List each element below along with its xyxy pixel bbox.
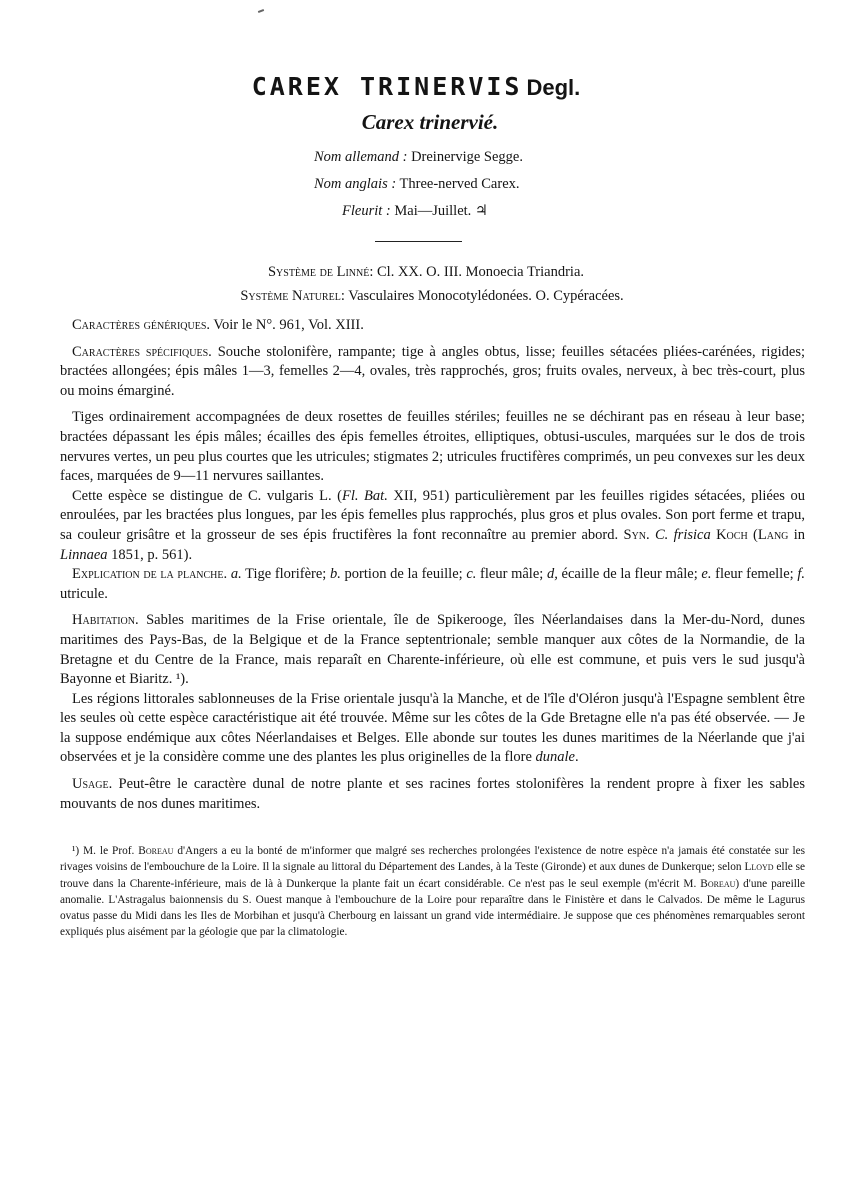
text-run: Tige florifère; bbox=[241, 566, 331, 583]
author-name: Koch bbox=[716, 526, 748, 543]
species-name: CAREX TRINERVIS bbox=[251, 72, 523, 101]
figure-letter: b. bbox=[330, 566, 341, 583]
habitat-paragraph bbox=[60, 611, 805, 689]
name-row-german bbox=[300, 144, 600, 171]
section-label: Habitation. bbox=[72, 612, 139, 629]
name-value: Dreinervige Segge. bbox=[411, 149, 523, 165]
section-text: Sables maritimes de la Frise orientale, île de Spikerooge, îles Néerlandaises dans la Mer-du-Nord, dunes maritimes des Pays-Bas, de la Belgique et de la France septentrionale; semble manquer aux côtes de la Normandie, de la Bretagne et du Centre de la France, mais reparaît en Charente-inférieure, où elle est commune, et puis vers le sud jusqu'à Bayonne et Biaritz. ¹). bbox=[60, 612, 806, 688]
text-run: d'Angers a eu la bonté de m'informer que malgré ses recherches prolongées l'existence de notre espèce n'a jamais été constatée sur les rivages voisins de l'embouchure de la Loire. Il la signale au littoral du Département des Landes, à la Teste (Gironde) et aux dunes de Dunkerque; selon bbox=[60, 845, 805, 874]
divider-rule bbox=[375, 241, 462, 242]
section-text: Peut-être le caractère dunal de notre plante et ses racines fortes stolonifères la rendent propre à fixer les sables mouvants de nos dunes maritimes. bbox=[60, 776, 805, 812]
text-run: . bbox=[575, 749, 579, 766]
text-run: Les régions littorales sablonneuses de la Frise orientale jusqu'à la Manche, et de l'île d'Oléron jusqu'à l'Espagne semblent être les seules où cette espèce caractéristique ait été trouvée. Même sur les côtes de la Gde Bretagne elle n'a pas été observée. — Je la suppose endémique aux côtes Néerlandaises et Belges. Elle abonde sur toutes les dunes maritimes de la Néerlande que j'ai observées et je la considère comme une des plantes les plus originelles de la flore bbox=[60, 690, 805, 766]
system-value: Cl. XX. O. III. Monoecia Triandria. bbox=[377, 264, 585, 280]
section-text: Souche stolonifère, rampante; tige à angles obtus, lisse; feuilles sétacées pliées-carénées, rigides; bractées allongées; épis mâles 1—3, femelles 2—4, ovales, très rapprochés, gros; fruits ovales, nerveux, à bec très-court, plus ou moins émarginé. bbox=[60, 343, 805, 399]
species-comparison-paragraph bbox=[60, 487, 805, 565]
author-name: Boreau bbox=[138, 845, 174, 857]
system-linne bbox=[0, 264, 860, 281]
section-label: Caractères génériques. bbox=[72, 317, 211, 333]
system-naturel bbox=[0, 288, 866, 305]
species-author: Degl. bbox=[526, 75, 581, 100]
author-name: Lloyd bbox=[744, 861, 774, 874]
main-text bbox=[60, 316, 805, 814]
text-run: utricule. bbox=[60, 585, 108, 602]
name-value: Three-nerved Carex. bbox=[399, 176, 520, 192]
name-label: Nom anglais : bbox=[314, 176, 397, 192]
text-run: écaille de la fleur mâle; bbox=[557, 566, 702, 583]
figure-letter: a. bbox=[230, 566, 242, 583]
name-label: Nom allemand : bbox=[314, 149, 408, 165]
text-run: ) d'une pareille anomalie. L'Astragalus baionnensis du S. Ouest manque à l'embouchure de la Loire pour reparaître dans le Finistère et dans le Calvados. De même le Lagurus ovatus passe du Midi dans les Iles de Morbihan et jusqu'à Cherbourg en laissant un grand vide intermédiaire. Je suppose que ces phénomènes remarquables seront expliqués plus aisément par la géologie que par la climatologie. bbox=[60, 877, 806, 939]
system-label: Système Naturel: bbox=[240, 288, 345, 304]
system-label: Système de Linné: bbox=[267, 264, 374, 280]
section-text: Voir le N°. 961, Vol. XIII. bbox=[213, 317, 364, 333]
specific-characters bbox=[60, 343, 805, 402]
synonym-name: C. frisica bbox=[655, 526, 711, 543]
system-value: Vasculaires Monocotylédonées. O. Cypéracées. bbox=[348, 288, 624, 304]
text-run: ¹) M. le Prof. bbox=[72, 845, 139, 857]
text-run: fleur femelle; bbox=[711, 566, 798, 583]
text-run: Cette espèce se distingue de C. vulgaris L. ( bbox=[72, 487, 342, 504]
section-label: Explication de la planche. bbox=[72, 566, 228, 583]
text-run: portion de la feuille; bbox=[340, 566, 467, 583]
figure-letter: e. bbox=[701, 566, 712, 583]
author-name: Boreau bbox=[700, 877, 736, 890]
figure-letter: c. bbox=[466, 566, 477, 583]
synonym-label: Syn. bbox=[623, 526, 650, 543]
footnote bbox=[60, 843, 805, 941]
regions-paragraph bbox=[60, 690, 805, 768]
vernacular-names bbox=[300, 144, 600, 225]
text-run: XII, 951) particulièrement par les feuilles rigides sétacées, pliées ou enroulées, par les bractées plus longues, par les épis femelles plus rapprochés, plus gros et plus ovales. Son port ferme et trapu, sa couleur grisâtre et la grosseur de ses épis fructifères la font reconnaître au premier abord. bbox=[60, 487, 805, 543]
name-label: Fleurit : bbox=[342, 203, 391, 219]
journal-name: Linnaea bbox=[60, 546, 108, 563]
section-label: Usage. bbox=[72, 776, 113, 793]
name-row-english bbox=[300, 171, 600, 198]
text-run: fleur mâle; bbox=[476, 566, 547, 583]
french-name: Carex trinervié. bbox=[361, 110, 499, 134]
reference: Fl. Bat. bbox=[341, 487, 388, 504]
usage-paragraph bbox=[60, 775, 805, 814]
page-title bbox=[0, 72, 850, 101]
scan-mark bbox=[258, 9, 264, 13]
plate-explanation bbox=[60, 565, 805, 604]
text-run: elle se trouve dans la Charente-inférieure, mais de là à Dunkerque la plante fait un écart considérable. Ce n'est pas le seul exemple (m'écrit M. bbox=[60, 861, 805, 890]
stems-paragraph: Tiges ordinairement accompagnées de deux rosettes de feuilles stériles; feuilles ne se déchirant pas en réseau à leur base; bractées dépassant les épis mâles; écailles des épis femelles étroites, elliptiques, obtusi-uscules, marquées sur le dos de trois nervures vertes, un peu plus courtes que les utricules; stigmates 2; utricules fructifères comprimés, un peu convexes sur les deux faces, marquées de 9—11 nervures saillantes. bbox=[60, 409, 805, 485]
section-label: Caractères spécifiques. bbox=[72, 343, 212, 360]
text-run: ( bbox=[747, 526, 758, 543]
text-run: 1851, p. 561). bbox=[107, 546, 193, 563]
generic-characters bbox=[60, 316, 805, 336]
author-name: Lang bbox=[757, 526, 789, 543]
name-value: Mai—Juillet. ♃ bbox=[394, 203, 488, 219]
figure-letter: d, bbox=[546, 566, 558, 583]
figure-letter: f. bbox=[797, 566, 805, 583]
name-row-flowering bbox=[300, 198, 600, 225]
text-run: in bbox=[788, 526, 806, 543]
emphasis: dunale bbox=[535, 749, 575, 766]
